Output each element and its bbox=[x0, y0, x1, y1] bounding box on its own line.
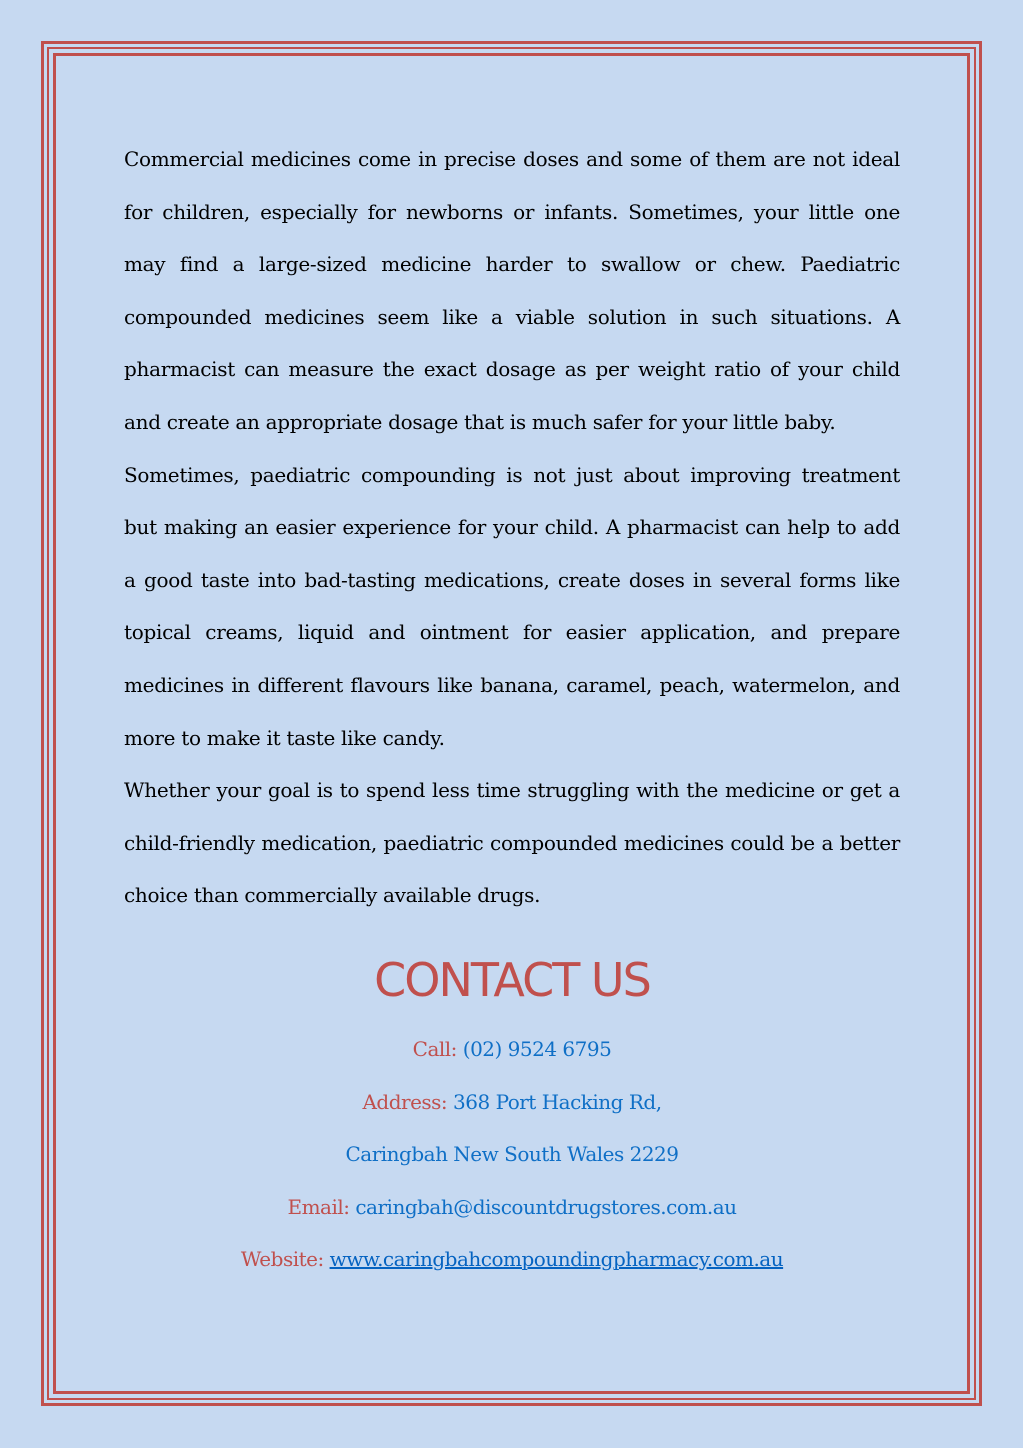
website-link[interactable]: www.caringbahcompoundingpharmacy.com.au bbox=[329, 1247, 784, 1272]
email-label: Email: bbox=[287, 1194, 350, 1219]
paragraph-3: Whether your goal is to spend less time struggling with the medicine or get a child-friendly medication, paediatric compounded medicines could be a better choice than commercially available drugs. bbox=[124, 778, 900, 908]
address-line-1: 368 Port Hacking Rd, bbox=[453, 1089, 662, 1114]
contact-address-line-2 bbox=[124, 1128, 900, 1181]
contact-section bbox=[124, 945, 900, 1286]
address-line-2: Caringbah New South Wales 2229 bbox=[345, 1142, 679, 1167]
website-label: Website: bbox=[240, 1247, 324, 1272]
call-label: Call: bbox=[412, 1037, 457, 1061]
contact-call bbox=[124, 1023, 900, 1076]
contact-title: CONTACT US bbox=[374, 953, 650, 1007]
call-value: (02) 9524 6795 bbox=[462, 1037, 612, 1061]
contact-website bbox=[124, 1233, 900, 1286]
paragraph-1: Commercial medicines come in precise doses and some of them are not ideal for children, especially for newborns or infants. Sometimes, your little one may find a large-sized medicine harder to swallow or chew. Paediatric compounded medicines seem like a viable solution in such situations. A pharmacist can measure the exact dosage as per weight ratio of your child and create an appropriate dosage that is much safer for your little baby. bbox=[124, 147, 900, 434]
paragraph-2: Sometimes, paediatric compounding is not just about improving treatment but making an easier experience for your child. A pharmacist can help to add a good taste into bad-tasting medications, create doses in several forms like topical creams, liquid and ointment for easier application, and prepare medicines in different flavours like banana, caramel, peach, watermelon, and more to make it taste like candy. bbox=[124, 462, 900, 750]
contact-email bbox=[124, 1181, 900, 1234]
address-label: Address: bbox=[362, 1089, 448, 1114]
contact-address bbox=[124, 1076, 900, 1129]
email-value: caringbah@discountdrugstores.com.au bbox=[355, 1194, 737, 1219]
article-body bbox=[124, 133, 900, 922]
